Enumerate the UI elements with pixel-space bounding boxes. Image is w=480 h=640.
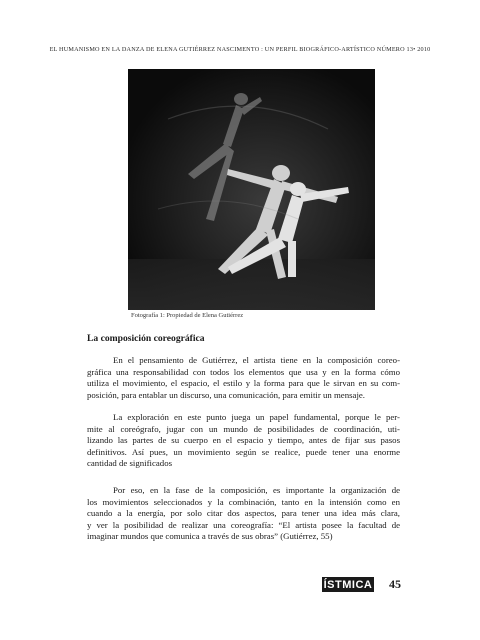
paragraph-line: cantidad de significados	[87, 458, 173, 469]
paragraph-line: cuando a la energía, por solo citar dos aspectos, para tener una idea más clara,	[87, 508, 400, 519]
paragraph-line: lizando las partes de su cuerpo en el espacio y tiempo, antes de fijar sus pasos	[87, 435, 400, 446]
paragraph-line: definitivos. Así pues, un movimiento según se realice, puede tener una enorme	[87, 446, 400, 457]
istmica-logo: ÍSTMICA	[323, 578, 373, 591]
paragraph-line: y ver la posibilidad de realizar una coreografía: “El artista posee la facultad de	[87, 519, 400, 530]
paragraph-line: posición, para entablar un discurso, una comunicación, para emitir un mensaje.	[87, 389, 365, 400]
paragraph-line: los movimientos seleccionados y la combinación, tanto en la intensión como en	[87, 496, 400, 507]
paragraph-line: En el pensamiento de Gutiérrez, el artista tiene en la composición coreo-	[113, 355, 400, 365]
dancers-photo-illustration	[128, 69, 375, 310]
page-number: 45	[389, 577, 401, 591]
paragraph-line: La exploración en este punto juega un papel fundamental, porque le per-	[113, 412, 400, 422]
body-paragraph	[87, 412, 400, 470]
paragraph-line: utiliza el movimiento, el espacio, el estilo y la forma para que le sirvan en su com-	[87, 378, 400, 389]
running-header: EL HUMANISMO EN LA DANZA DE ELENA GUTIÉRREZ NASCIMENTO : UN PERFIL BIOGRÁFICO-ARTÍSTICO NÚMERO 13• 2010	[49, 46, 431, 53]
paragraph-line: Por eso, en la fase de la composición, es importante la organización de	[113, 485, 400, 495]
body-paragraph	[87, 485, 400, 543]
body-paragraph	[87, 355, 400, 401]
paragraph-line: mite al coreógrafo, jugar con un mundo de posibilidades de coordinación, uti-	[87, 423, 400, 434]
figure-caption: Fotografía 1: Propiedad de Elena Gutiérrez	[131, 312, 244, 319]
dance-photograph	[128, 69, 375, 310]
paragraph-line: imaginar mundos que comunica a través de sus obras” (Gutiérrez, 55)	[87, 531, 333, 542]
section-heading: La composición coreográfica	[87, 333, 205, 344]
paragraph-line: gráfica una responsabilidad con todos los elementos que usa y en la forma cómo	[87, 366, 400, 377]
